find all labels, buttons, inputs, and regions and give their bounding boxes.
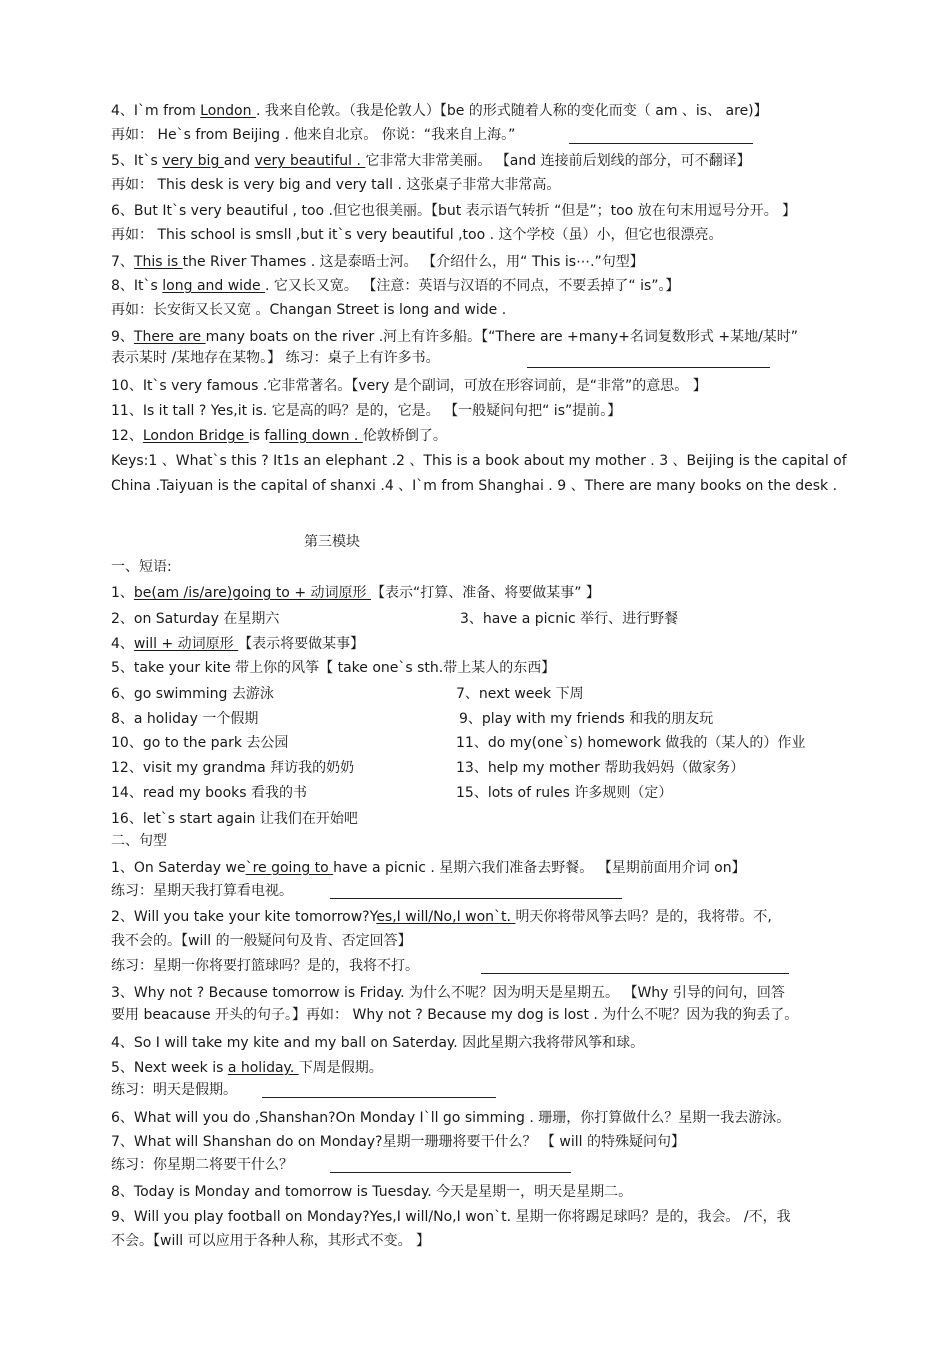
phrase-6: 6、go swimming 去游泳 — [111, 686, 274, 702]
sentence-6: 6、What will you do ,Shanshan?On Monday I`ll go simming . 珊珊，你打算做什么？星期一我去游泳。 — [111, 1110, 791, 1126]
sentence-3-continued: 要用 beacause 开头的句子。】再如： Why not ? Because my dog is lost . 为什么不呢？因为我的狗丢了。 — [111, 1007, 799, 1023]
phrase-10: 10、go to the park 去公园 — [111, 735, 289, 751]
phrase-11: 11、do my(one`s) homework 做我的（某人的）作业 — [456, 735, 806, 751]
text: 【表示“打算、准备、将要做某事” 】 — [370, 585, 600, 601]
underlined-text: London — [200, 103, 256, 119]
text: have a picnic . 星期六我们准备去野餐。 【星期前面用介词 on】 — [333, 860, 746, 876]
text: 5、Next week is — [111, 1060, 228, 1076]
underlined-text: very big — [162, 153, 224, 169]
item-9-line — [111, 328, 798, 346]
text: many boats on the river .河上有许多船。【“There are +many+名词复数形式 +某地/某时” — [205, 329, 799, 345]
keys-line-1: Keys:1 、What`s this ? It1s an elephant .2 、This is a book about my mother . 3 、Beijing is the capital of — [111, 453, 847, 469]
phrase-15: 15、lots of rules 许多规则（定） — [456, 785, 673, 801]
phrase-16: 16、let`s start again 让我们在开始吧 — [111, 811, 358, 827]
answer-blank[interactable] — [330, 1172, 571, 1173]
sentence-9: 9、Will you play football on Monday?Yes,I will/No,I won`t. 星期一你将踢足球吗？是的，我会。 /不，我 — [111, 1209, 791, 1225]
underlined-text: London Bridge — [142, 428, 249, 444]
item-10-line: 10、It`s very famous .它非常著名。【very 是个副词，可放在形容词前，是“非常”的意思。 】 — [111, 378, 707, 394]
underlined-text: `re going to — [245, 860, 334, 876]
phrase-5: 5、take your kite 带上你的风筝【 take one`s sth.带上某人的东西】 — [111, 660, 556, 676]
item-11-line: 11、Is it tall ? Yes,it is. 它是高的吗？是的，它是。 【一般疑问句把“ is”提前。】 — [111, 403, 622, 419]
text: 4、I`m from — [111, 103, 201, 119]
underlined-text: There are — [133, 329, 206, 345]
item-8-example: 再如：长安街又长又宽 。Changan Street is long and wide . — [111, 302, 507, 318]
text: 12、 — [111, 428, 143, 444]
underlined-text: very beautiful . — [254, 153, 366, 169]
item-7-line — [111, 253, 644, 271]
underlined-text: be(am /is/are)going to + 动词原形 — [133, 585, 371, 601]
item-5-line — [111, 152, 751, 170]
sentence-7-practice: 练习：你星期二将要干什么？ — [111, 1157, 293, 1173]
sentence-1-practice: 练习：星期天我打算看电视。 — [111, 883, 293, 899]
sentence-7: 7、What will Shanshan do on Monday?星期一珊珊将要干什么？ 【 will 的特殊疑问句】 — [111, 1134, 685, 1150]
underlined-text: long and wide — [162, 278, 266, 294]
underlined-text: alling down . — [269, 428, 363, 444]
phrase-7: 7、next week 下周 — [456, 686, 584, 702]
phrase-13: 13、help my mother 帮助我妈妈（做家务） — [456, 760, 745, 776]
sentence-9-continued: 不会。【will 可以应用于各种人称，其形式不变。 】 — [111, 1233, 431, 1249]
underlined-text: will + 动词原形 — [133, 636, 239, 652]
sentence-5-practice: 练习：明天是假期。 — [111, 1082, 237, 1098]
phrase-4 — [111, 635, 364, 653]
sentences-heading: 二、句型 — [111, 833, 167, 849]
item-5-example: 再如： This desk is very big and very tall . 这张桌子非常大非常高。 — [111, 177, 561, 193]
underlined-text: es,I will/No,I won`t. — [376, 909, 516, 925]
item-6-example: 再如： This school is smsll ,but it`s very beautiful ,too . 这个学校（虽）小，但它也很漂亮。 — [111, 227, 723, 243]
text: and — [223, 153, 255, 169]
text: . 它又长又宽。 【注意：英语与汉语的不同点，不要丢掉了“ is”。】 — [265, 278, 680, 294]
answer-blank[interactable] — [569, 143, 753, 144]
phrase-1 — [111, 584, 600, 602]
answer-blank[interactable] — [481, 973, 789, 974]
text: 8、It`s — [111, 278, 163, 294]
text: 7、 — [111, 254, 134, 270]
text: 它非常大非常美丽。 【and 连接前后划线的部分，可不翻译】 — [365, 153, 751, 169]
text: 1、On Saterday we — [111, 860, 246, 876]
text: 1、 — [111, 585, 134, 601]
text: 5、It`s — [111, 153, 163, 169]
phrases-heading: 一、短语: — [111, 559, 172, 575]
sentence-2-practice: 练习：星期一你将要打篮球吗？是的，我将不打。 — [111, 958, 419, 974]
text: the River Thames . 这是泰晤士河。 【介绍什么，用“ This is⋯.”句型】 — [182, 254, 644, 270]
underlined-text: a holiday. — [227, 1060, 299, 1076]
phrase-9: 9、play with my friends 和我的朋友玩 — [459, 711, 714, 727]
text: . 我来自伦敦。（我是伦敦人）【be 的形式随着人称的变化而变（ am 、is、 are)】 — [255, 103, 768, 119]
answer-blank[interactable] — [527, 367, 770, 368]
item-4-example: 再如： He`s from Beijing . 他来自北京。 你说：“我来自上海。” — [111, 127, 516, 143]
item-4-line — [111, 102, 768, 120]
phrase-8: 8、a holiday 一个假期 — [111, 711, 259, 727]
phrase-14: 14、read my books 看我的书 — [111, 785, 308, 801]
text: is f — [248, 428, 270, 444]
sentence-3: 3、Why not ? Because tomorrow is Friday. 为什么不呢？因为明天是星期五。 【Why 引导的问句，回答 — [111, 985, 785, 1001]
text: 【表示将要做某事】 — [238, 636, 365, 652]
item-6-line: 6、But It`s very beautiful , too .但它也很美丽。【but 表示语气转折 “但是”；too 放在句末用逗号分开。 】 — [111, 203, 797, 219]
sentence-2-continued: 我不会的。【will 的一般疑问句及肯、否定回答】 — [111, 933, 412, 949]
item-8-line — [111, 277, 680, 295]
underlined-text: This is — [133, 254, 183, 270]
text: 9、 — [111, 329, 134, 345]
answer-blank[interactable] — [262, 1097, 496, 1098]
text: 明天你将带风筝去吗？是的，我将带。不, — [515, 909, 772, 925]
sentence-1 — [111, 859, 746, 877]
text: 下周是假期。 — [298, 1060, 383, 1076]
sentence-8: 8、Today is Monday and tomorrow is Tuesday. 今天是星期一，明天是星期二。 — [111, 1184, 633, 1200]
answer-blank[interactable] — [330, 898, 622, 899]
module-title: 第三模块 — [304, 534, 360, 550]
item-9-continued: 表示某时 /某地存在某物。】 练习：桌子上有许多书。 — [111, 350, 440, 366]
sentence-2 — [111, 908, 772, 926]
text: 4、 — [111, 636, 134, 652]
item-12-line — [111, 427, 447, 445]
phrase-3: 3、have a picnic 举行、进行野餐 — [460, 611, 679, 627]
keys-line-2: China .Taiyuan is the capital of shanxi .4 、I`m from Shanghai . 9 、There are many books on the desk . — [111, 478, 838, 494]
text: 2、Will you take your kite tomorrow?Y — [111, 909, 377, 925]
sentence-4: 4、So I will take my kite and my ball on Saterday. 因此星期六我将带风筝和球。 — [111, 1035, 645, 1051]
sentence-5 — [111, 1059, 383, 1077]
text: 伦敦桥倒了。 — [362, 428, 447, 444]
phrase-2: 2、on Saturday 在星期六 — [111, 611, 280, 627]
phrase-12: 12、visit my grandma 拜访我的奶奶 — [111, 760, 355, 776]
